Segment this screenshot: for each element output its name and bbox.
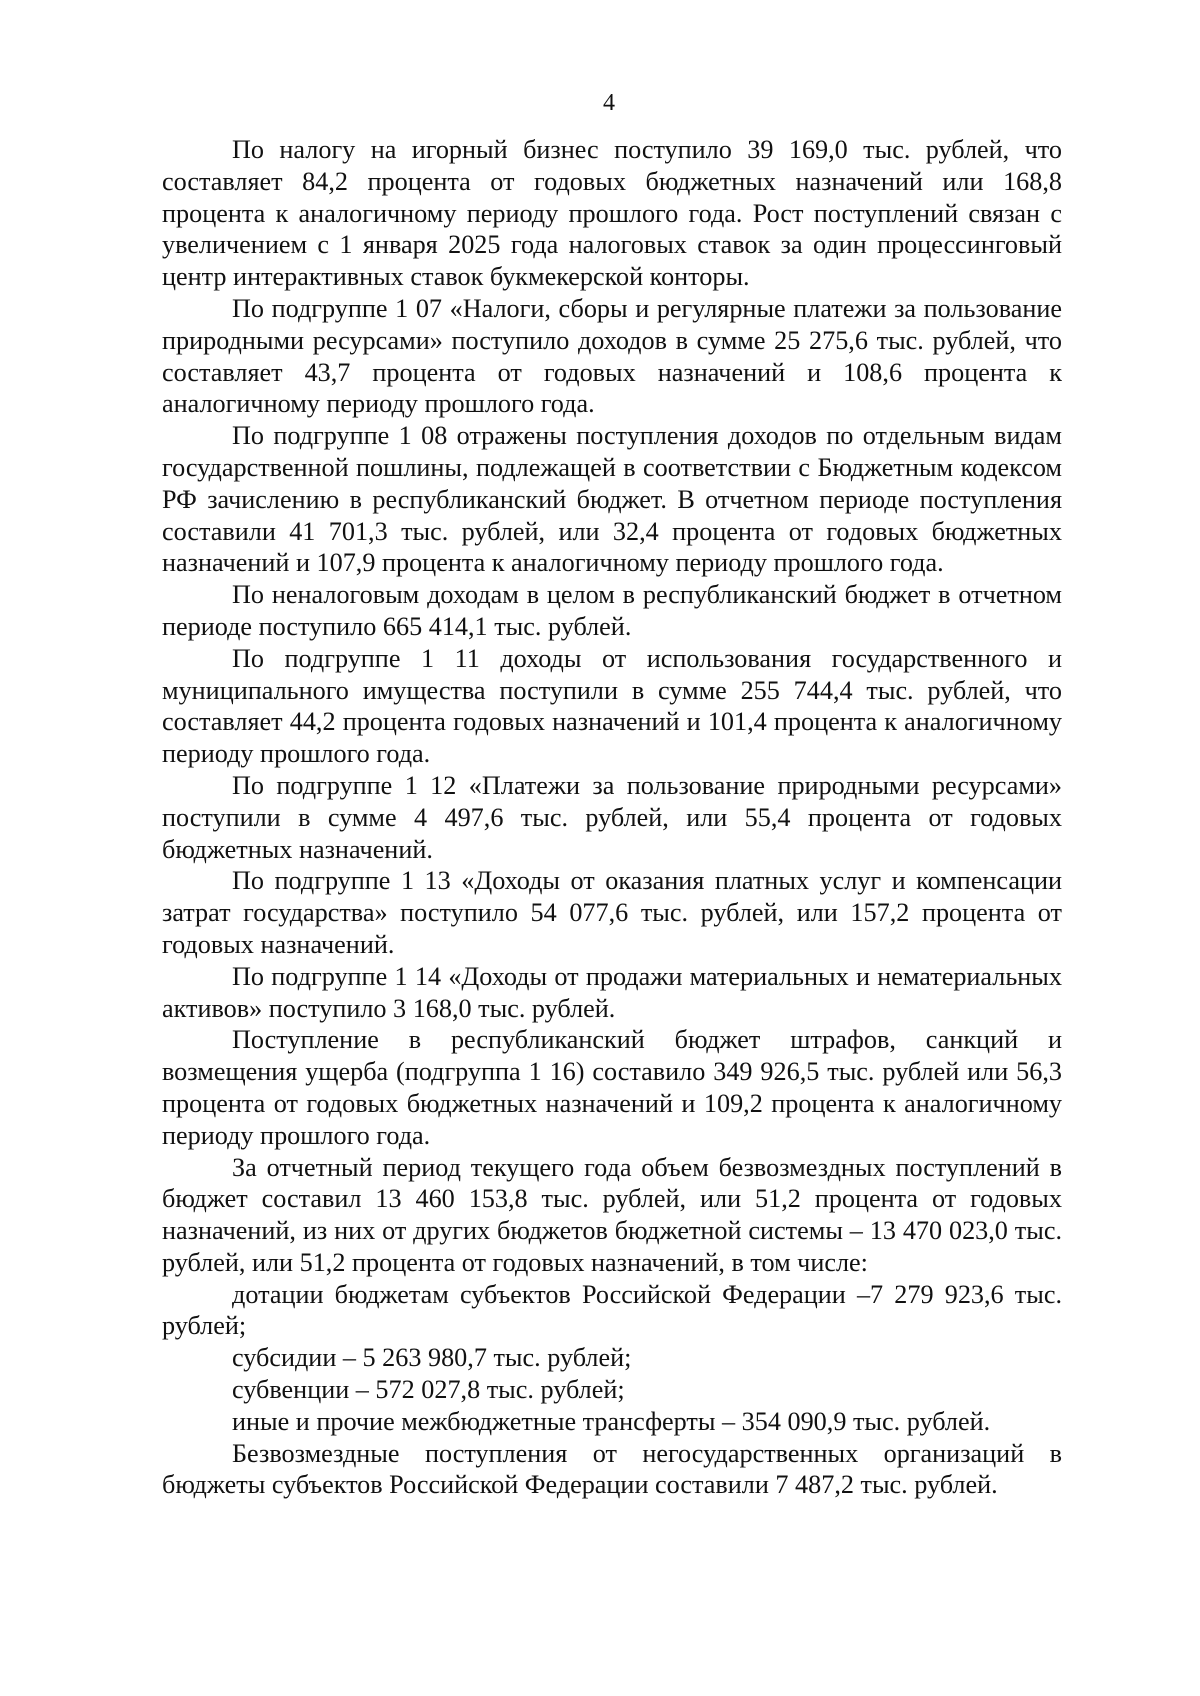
document-body — [162, 134, 1062, 1501]
list-item-subventions: субвенции – 572 027,8 тыс. рублей; — [232, 1375, 625, 1405]
paragraph-natural-resources-payments: По подгруппе 1 12 «Платежи за пользование природными ресурсами» поступили в сумме 4 497,6 тыс. рублей, или 55,4 процента от годовых бюджетных назначений. — [162, 770, 1062, 864]
paragraph-fines: Поступление в республиканский бюджет штрафов, санкций и возмещения ущерба (подгруппа 1 16) составило 349 926,5 тыс. рублей или 56,3 процента от годовых бюджетных назначений и 109,2 процента к аналогичному периоду прошлого года. — [162, 1025, 1062, 1150]
list-item-other-transfers: иные и прочие межбюджетные трансферты – 354 090,9 тыс. рублей. — [232, 1406, 991, 1436]
paragraph-non-government-receipts: Безвозмездные поступления от негосударственных организаций в бюджеты субъектов Российской Федерации составили 7 487,2 тыс. рублей. — [162, 1438, 1062, 1500]
paragraph-gambling-tax: По налогу на игорный бизнес поступило 39 169,0 тыс. рублей, что составляет 84,2 процента от годовых бюджетных назначений или 168,8 процента к аналогичному периоду прошлого года. Рост поступлений связан с увеличением с 1 января 2025 года налоговых ставок за один процессинговый центр интерактивных ставок букмекерской конторы. — [162, 135, 1062, 292]
list-item-subsidies: субсидии – 5 263 980,7 тыс. рублей; — [232, 1343, 632, 1373]
paragraph-state-duty: По подгруппе 1 08 отражены поступления доходов по отдельным видам государственной пошлины, подлежащей в соответствии с Бюджетным кодексом РФ зачислению в республиканский бюджет. В отчетном периоде поступления составили 41 701,3 тыс. рублей, или 32,4 процента от годовых бюджетных назначений и 107,9 процента к аналогичному периоду прошлого года. — [162, 421, 1062, 578]
paragraph-property-income: По подгруппе 1 11 доходы от использования государственного и муниципального имущества поступили в сумме 255 744,4 тыс. рублей, что составляет 44,2 процента годовых назначений и 101,4 процента к аналогичному периоду прошлого года. — [162, 643, 1062, 769]
list-item-subsidies-dotations: дотации бюджетам субъектов Российской Федерации –7 279 923,6 тыс. рублей; — [162, 1279, 1062, 1341]
paragraph-paid-services: По подгруппе 1 13 «Доходы от оказания платных услуг и компенсации затрат государства» поступило 54 077,6 тыс. рублей, или 157,2 процента от годовых назначений. — [162, 866, 1062, 959]
page-number: 4 — [603, 90, 615, 116]
paragraph-natural-resources-tax: По подгруппе 1 07 «Налоги, сборы и регулярные платежи за пользование природными ресурсами» поступило доходов в сумме 25 275,6 тыс. рублей, что составляет 43,7 процента от годовых назначений и 108,6 процента к аналогичному периоду прошлого года. — [162, 293, 1062, 419]
paragraph-gratuitous-receipts: За отчетный период текущего года объем безвозмездных поступлений в бюджет составил 13 460 153,8 тыс. рублей, или 51,2 процента от годовых назначений, из них от других бюджетов бюджетной системы – 13 470 023,0 тыс. рублей, или 51,2 процента от годовых назначений, в том числе: — [162, 1152, 1062, 1277]
paragraph-non-tax-income: По неналоговым доходам в целом в республиканский бюджет в отчетном периоде поступило 665 414,1 тыс. рублей. — [162, 580, 1062, 641]
paragraph-asset-sales: По подгруппе 1 14 «Доходы от продажи материальных и нематериальных активов» поступило 3 168,0 тыс. рублей. — [162, 961, 1062, 1023]
